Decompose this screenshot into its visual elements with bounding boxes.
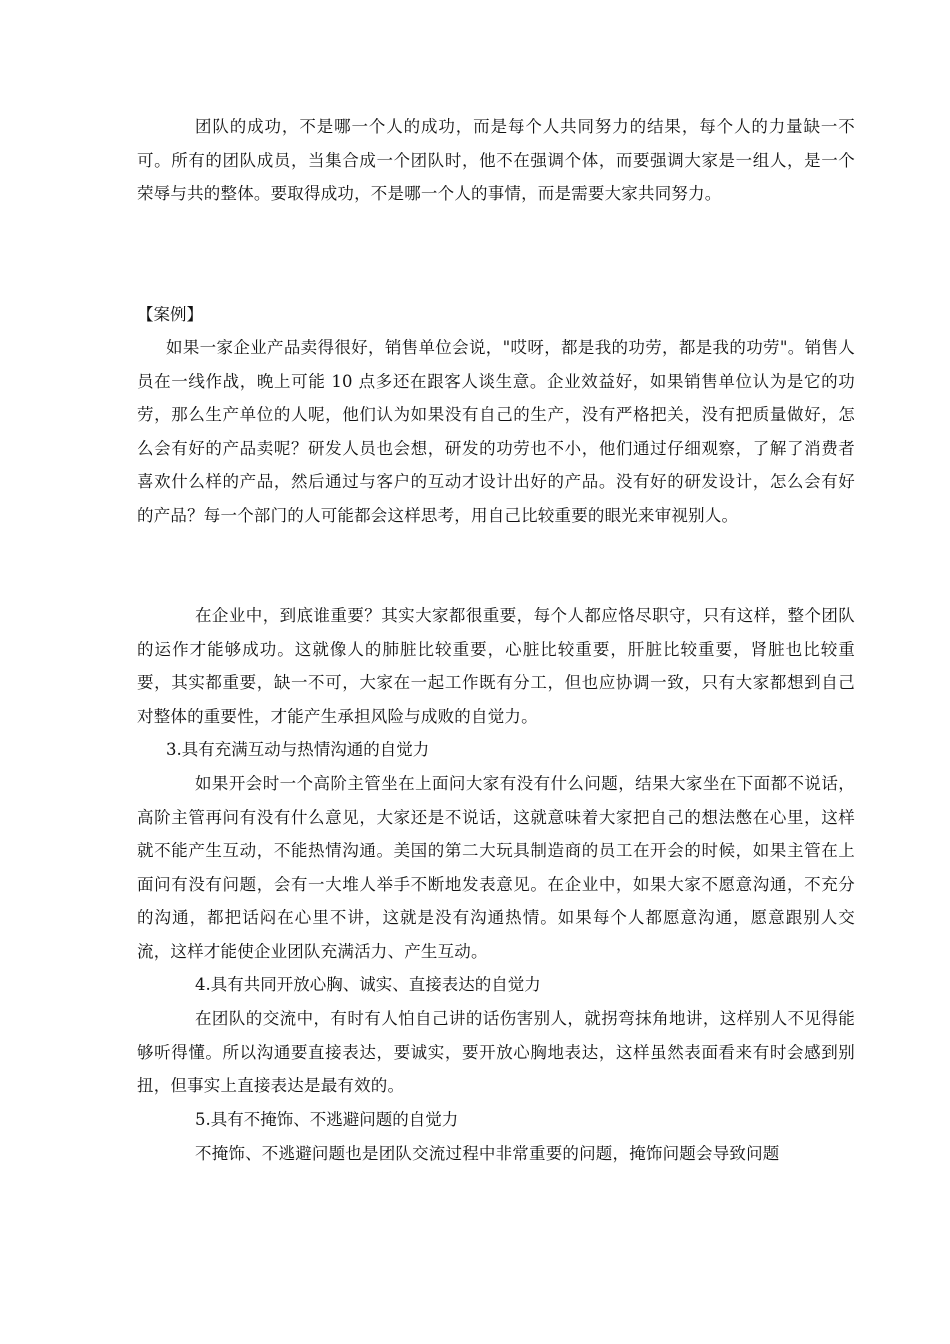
- paragraph-team-success: 团队的成功，不是哪一个人的成功，而是每个人共同努力的结果，每个人的力量缺一不可。所有的团队成员，当集合成一个团队时，他不在强调个体，而要强调大家是一组人，是一个荣辱与共的整体。要取得成功，不是哪一个人的事情，而是需要大家共同努力。: [137, 117, 855, 203]
- section-heading-4: 4.具有共同开放心胸、诚实、直接表达的自觉力: [195, 975, 541, 994]
- paragraph-interaction: 如果开会时一个高阶主管坐在上面问大家有没有什么问题，结果大家坐在下面都不说话，高阶主管再问有没有什么意见，大家还是不说话，这就意味着大家把自己的想法憋在心里，这样就不能产生互动，不能热情沟通。美国的第二大玩具制造商的员工在开会的时候，如果主管在上面问有没有问题，会有一大堆人举手不断地发表意见。在企业中，如果大家不愿意沟通，不充分的沟通，都把话闷在心里不讲，这就是没有沟通热情。如果每个人都愿意沟通，愿意跟别人交流，这样才能使企业团队充满活力、产生互动。: [137, 774, 855, 961]
- paragraph-who-important: 在企业中，到底谁重要？其实大家都很重要，每个人都应恪尽职守，只有这样，整个团队的运作才能够成功。这就像人的肺脏比较重要，心脏比较重要，肝脏比较重要，肾脏也比较重要，其实都重要，缺一不可，大家在一起工作既有分工，但也应协调一致，只有大家都想到自己对整体的重要性，才能产生承担风险与成败的自觉力。: [137, 606, 855, 726]
- paragraph-open-communication: 在团队的交流中，有时有人怕自己讲的话伤害别人，就拐弯抹角地讲，这样别人不见得能够听得懂。所以沟通要直接表达，要诚实，要开放心胸地表达，这样虽然表面看来有时会感到别扭，但事实上直接表达是最有效的。: [137, 1009, 855, 1095]
- paragraph-case-sales: 如果一家企业产品卖得很好，销售单位会说，"哎呀，都是我的功劳，都是我的功劳"。销售人员在一线作战，晚上可能 10 点多还在跟客人谈生意。企业效益好，如果销售单位认为是它的功劳，那么生产单位的人呢，他们认为如果没有自己的生产，没有严格把关，没有把质量做好，怎么会有好的产品卖呢？研发人员也会想，研发的功劳也不小，他们通过仔细观察，了解了消费者喜欢什么样的产品，然后通过与客户的互动才设计出好的产品。没有好的研发设计，怎么会有好的产品？每一个部门的人可能都会这样思考，用自己比较重要的眼光来审视别人。: [137, 338, 855, 525]
- section-heading-3: 3.具有充满互动与热情沟通的自觉力: [166, 740, 430, 759]
- paragraph-no-concealment: 不掩饰、不逃避问题也是团队交流过程中非常重要的问题，掩饰问题会导致问题: [195, 1144, 780, 1163]
- section-heading-5: 5.具有不掩饰、不逃避问题的自觉力: [195, 1110, 459, 1129]
- case-label: 【案例】: [137, 305, 203, 324]
